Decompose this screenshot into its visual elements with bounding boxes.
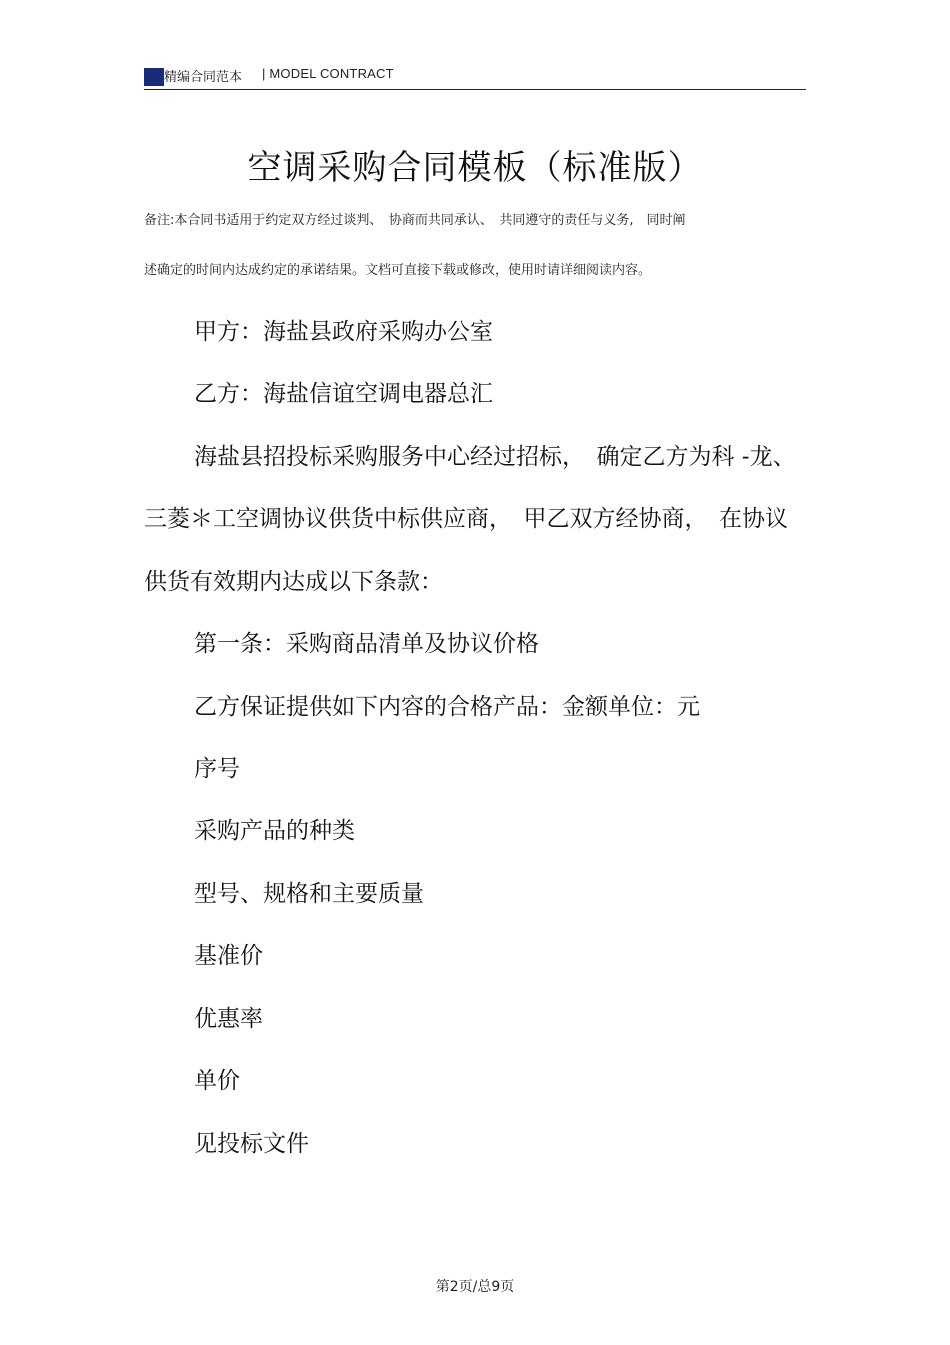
party-b: 乙方：海盐信谊空调电器总汇 <box>194 381 493 407</box>
page-header <box>144 62 806 90</box>
column-model-spec: 型号、规格和主要质量 <box>194 881 424 907</box>
header-tag: | MODEL CONTRACT <box>262 66 394 81</box>
article-1-heading: 第一条：采购商品清单及协议价格 <box>194 631 539 657</box>
column-product-category: 采购产品的种类 <box>194 818 355 844</box>
column-unit-price: 单价 <box>194 1068 240 1094</box>
note-line-1: 备注:本合同书适用于约定双方经过谈判、 协商而共同承认、 共同遵守的责任与义务, 同时阐 <box>144 213 686 228</box>
page-number: 第2页/总9页 <box>435 1279 515 1295</box>
intro-line-3: 供货有效期内达成以下条款： <box>144 569 443 595</box>
see-bid-documents: 见投标文件 <box>194 1131 309 1157</box>
column-serial-no: 序号 <box>194 756 240 782</box>
column-base-price: 基准价 <box>194 943 263 969</box>
brand-logo-icon <box>144 68 164 86</box>
note-line-2: 述确定的时间内达成约定的承诺结果。文档可直接下载或修改，使用时请详细阅读内容。 <box>144 263 652 278</box>
header-brand: 精编合同范本 <box>164 70 243 85</box>
column-discount-rate: 优惠率 <box>194 1006 263 1032</box>
supply-statement: 乙方保证提供如下内容的合格产品：金额单位：元 <box>194 694 700 720</box>
intro-line-2: 三菱＊工空调协议供货中标供应商， 甲乙双方经协商， 在协议 <box>144 506 788 532</box>
intro-line-1: 海盐县招投标采购服务中心经过招标， 确定乙方为科 -龙、 <box>194 444 796 470</box>
document-title: 空调采购合同模板（标准版） <box>247 148 703 188</box>
party-a: 甲方：海盐县政府采购办公室 <box>194 319 493 345</box>
